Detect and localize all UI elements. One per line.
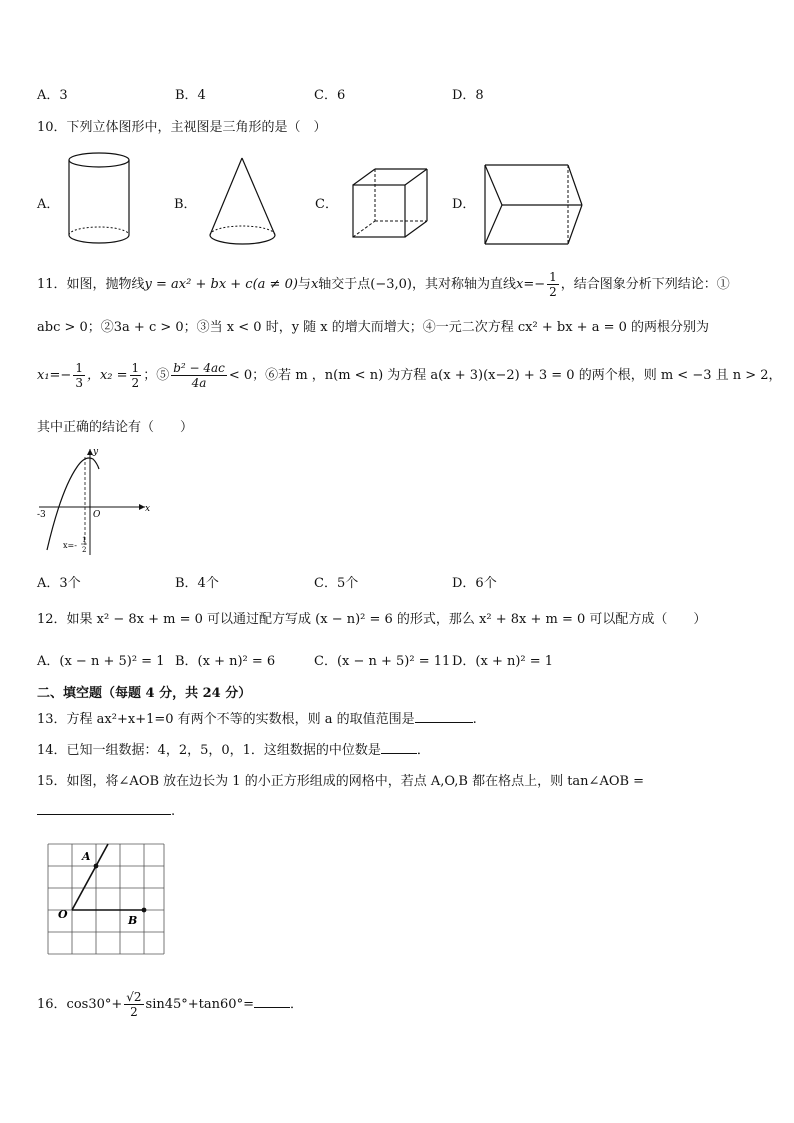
q16-text-post: sin45°+tan60°=: [145, 997, 254, 1012]
q12-option-d: D．(x + n)² = 1: [452, 654, 554, 669]
q9-option-a: A．3: [37, 88, 68, 103]
q11-x2: ，x₂ =: [86, 368, 128, 383]
q15-point-a: A: [82, 850, 91, 863]
q16-text-pre: 16．cos30°+: [37, 997, 123, 1012]
q16-answer-blank[interactable]: [254, 1007, 290, 1008]
cube-icon: [350, 165, 432, 243]
q11-option-c: C．5个: [314, 576, 359, 591]
q11-text-sym: ，其对称轴为直线: [412, 277, 517, 292]
triangular-prism-icon: [480, 160, 588, 250]
q11-axis-eq: x=−: [516, 277, 546, 292]
q11-graph-x-label: x: [145, 504, 151, 514]
q12-option-c: C．(x − n + 5)² = 11: [314, 654, 451, 669]
q11-text-axis: 轴交于点: [318, 277, 371, 292]
q9-option-d: D．8: [452, 88, 484, 103]
q11-graph-origin: O: [93, 510, 101, 520]
q11-options: [37, 572, 757, 592]
q11-graph-axis-den: 2: [82, 546, 87, 554]
q11-line-2: abc > 0；②3a + c > 0；③当 x < 0 时，y 随 x 的增大而增大；④一元二次方程 cx² + bx + a = 0 的两根分别为: [37, 320, 710, 335]
q10-label-b: B．: [174, 197, 197, 212]
q13-text: 13．方程 ax²+x+1=0 有两个不等的实数根，则 a 的取值范围是: [37, 712, 415, 727]
q11-text-and: 与: [297, 277, 311, 292]
q11-point: (−3,0): [370, 277, 413, 292]
q11-question: 其中正确的结论有（ ）: [37, 420, 194, 435]
q11-parabola-graph: [35, 445, 160, 560]
q11-parabola-eq: y = ax² + bx + c(a ≠ 0): [144, 277, 298, 292]
q11-graph-axis-num: 1: [82, 536, 87, 544]
q11-item-5: ；⑤: [143, 368, 170, 383]
q9-option-b: B．4: [175, 88, 206, 103]
q15-point-b: B: [128, 914, 138, 927]
q10-label-c: C．: [315, 197, 338, 212]
q16-end: ．: [289, 997, 303, 1012]
q12-option-b: B．(x + n)² = 6: [175, 654, 276, 669]
q14-answer-blank[interactable]: [381, 753, 417, 754]
q11-graph-neg3: -3: [37, 510, 46, 520]
q15-grid-figure: [44, 840, 170, 958]
q14-text: 14．已知一组数据：4，2，5，0，1．这组数据的中位数是: [37, 743, 381, 758]
cylinder-icon: [64, 150, 136, 250]
section-2-heading: 二、填空题（每题 4 分，共 24 分）: [37, 686, 252, 701]
q11-x1: x₁=−: [37, 368, 72, 383]
q16: [37, 985, 303, 1025]
q11-x2-fraction: $\frac{1}{2}$: [131, 361, 140, 390]
q12-stem: 12．如果 x² − 8x + m = 0 可以通过配方写成 (x − n)² = 6 的形式，那么 x² + 8x + m = 0 可以配方成（ ）: [37, 612, 707, 627]
q10-label-a: A．: [37, 197, 60, 212]
cone-icon: [205, 155, 281, 250]
q13-answer-blank[interactable]: [415, 722, 473, 723]
q11-x-var: x: [310, 277, 319, 292]
q13: 13．方程 ax²+x+1=0 有两个不等的实数根，则 a 的取值范围是 .: [37, 712, 477, 727]
q12-option-a: A．(x − n + 5)² = 1: [37, 654, 165, 669]
q12-options: [37, 650, 757, 670]
q15-answer-blank[interactable]: [37, 800, 171, 815]
q11-line-1: [37, 268, 730, 302]
q15-stem: 15．如图，将∠AOB 放在边长为 1 的小正方形组成的网格中，若点 A,O,B 都在格点上，则 tan∠AOB =: [37, 774, 645, 789]
q11-text-conclusions: ，结合图象分析下列结论：①: [560, 277, 730, 292]
q11-discriminant-fraction: $\frac{\text{b² − 4ac}}{4a}$: [173, 361, 225, 390]
q9-options: [37, 84, 757, 104]
q11-item-6: < 0；⑥若 m ，n(m < n) 为方程 a(x + 3)(x−2) + 3 = 0 的两个根，则 m < −3 且 n > 2，: [228, 368, 782, 383]
q10-stem: 10．下列立体图形中，主视图是三角形的是（ ）: [37, 120, 327, 135]
q11-option-d: D．6个: [452, 576, 497, 591]
q9-option-c: C．6: [314, 88, 346, 103]
q14: 14．已知一组数据：4，2，5，0，1．这组数据的中位数是 ．: [37, 743, 430, 758]
q11-axis-fraction: $\frac{1}{2}$: [549, 270, 557, 299]
q11-graph-axis-label: x=-: [63, 541, 77, 550]
q15-answer-line: .: [37, 800, 175, 819]
q11-option-a: A．3个: [37, 576, 81, 591]
q11-intro: 11．如图，抛物线: [37, 277, 145, 292]
q15-point-o: O: [58, 908, 68, 921]
q16-fraction: $\frac{√2}{2}$: [126, 990, 142, 1019]
q11-option-b: B．4个: [175, 576, 219, 591]
q11-graph-y-label: y: [93, 447, 99, 457]
q11-line-3: [37, 358, 782, 394]
q10-label-d: D．: [452, 197, 476, 212]
q11-x1-fraction: $\frac{1}{3}$: [75, 361, 83, 390]
